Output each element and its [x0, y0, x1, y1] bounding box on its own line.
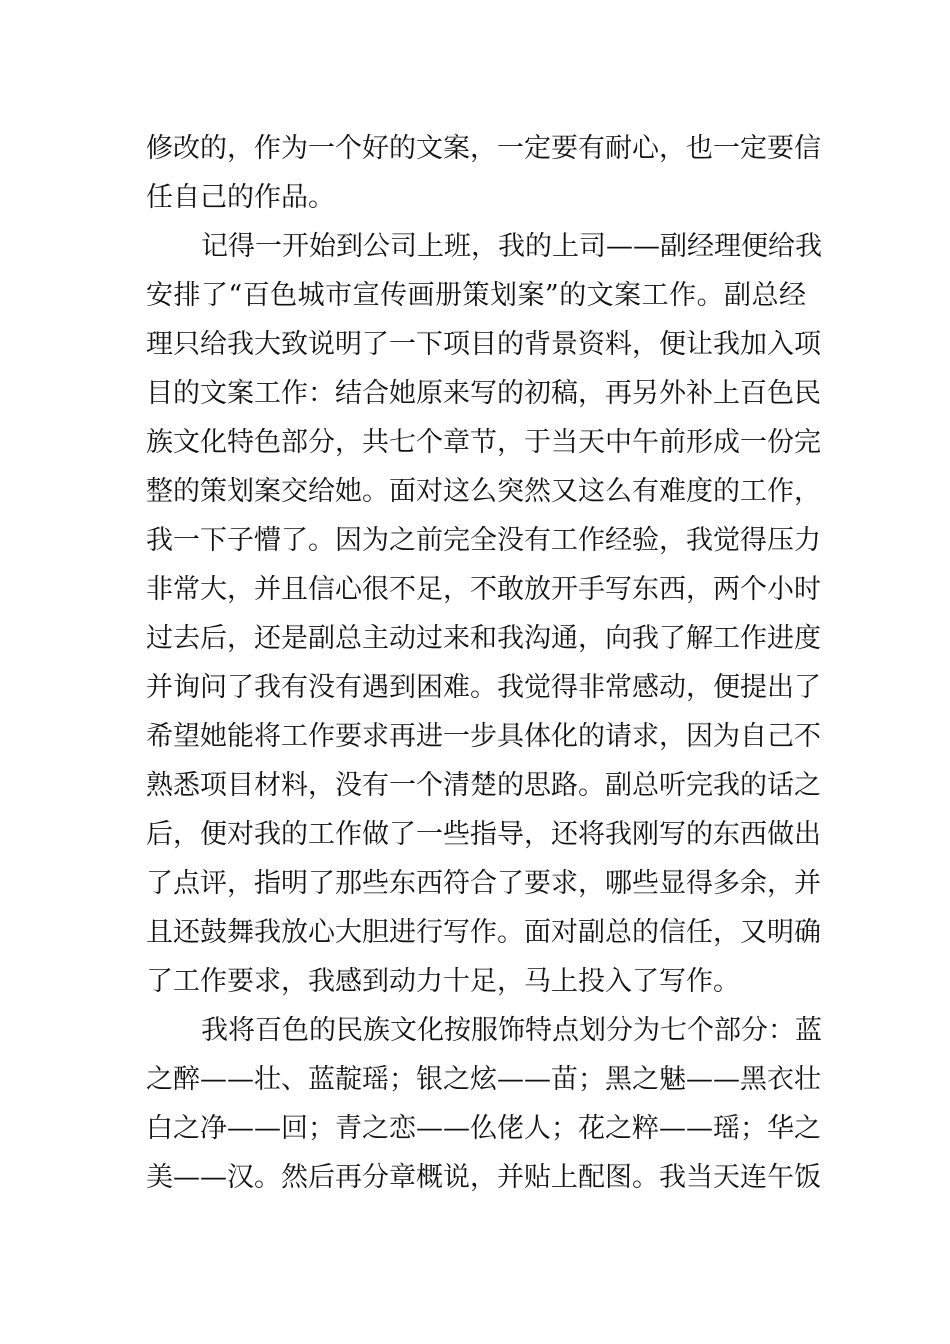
- text-line: 目的文案工作：结合她原来写的初稿，再另外补上百色民: [146, 378, 821, 409]
- body-text: [146, 124, 822, 1202]
- text-line: 美——汉。然后再分章概说，并贴上配图。我当天连午饭: [146, 1162, 821, 1193]
- text-line: 理只给我大致说明了一下项目的背景资料，便让我加入项: [146, 329, 821, 360]
- text-line: 过去后，还是副总主动过来和我沟通，向我了解工作进度: [146, 623, 821, 654]
- text-line-paragraph-start: 记得一开始到公司上班，我的上司——副经理便给我: [201, 231, 822, 262]
- text-line: 整的策划案交给她。面对这么突然又这么有难度的工作，: [146, 476, 821, 507]
- text-line-paragraph-start: 我将百色的民族文化按服饰特点划分为七个部分：蓝: [201, 1015, 822, 1046]
- text-line: 族文化特色部分，共七个章节，于当天中午前形成一份完: [146, 427, 821, 458]
- text-line: 修改的，作为一个好的文案，一定要有耐心，也一定要信: [146, 133, 821, 164]
- text-line: 之醉——壮、蓝靛瑶；银之炫——苗；黑之魅——黑衣壮: [146, 1064, 821, 1095]
- text-line: 非常大，并且信心很不足，不敢放开手写东西，两个小时: [146, 574, 821, 605]
- text-line: 并询问了我有没有遇到困难。我觉得非常感动，便提出了: [146, 672, 821, 703]
- text-line: 白之净——回；青之恋——仫佬人；花之粹——瑶；华之: [146, 1113, 821, 1144]
- text-line: 任自己的作品。: [146, 182, 335, 213]
- text-line: 了点评，指明了那些东西符合了要求，哪些显得多余，并: [146, 868, 821, 899]
- text-line: 且还鼓舞我放心大胆进行写作。面对副总的信任，又明确: [146, 917, 821, 948]
- text-line: 我一下子懵了。因为之前完全没有工作经验，我觉得压力: [146, 525, 821, 556]
- text-line: 安排了“百色城市宣传画册策划案”的文案工作。副总经: [146, 280, 806, 311]
- text-line: 希望她能将工作要求再进一步具体化的请求，因为自己不: [146, 721, 821, 752]
- text-line: 了工作要求，我感到动力十足，马上投入了写作。: [146, 966, 740, 997]
- text-line: 后，便对我的工作做了一些指导，还将我刚写的东西做出: [146, 819, 821, 850]
- text-line: 熟悉项目材料，没有一个清楚的思路。副总听完我的话之: [146, 770, 821, 801]
